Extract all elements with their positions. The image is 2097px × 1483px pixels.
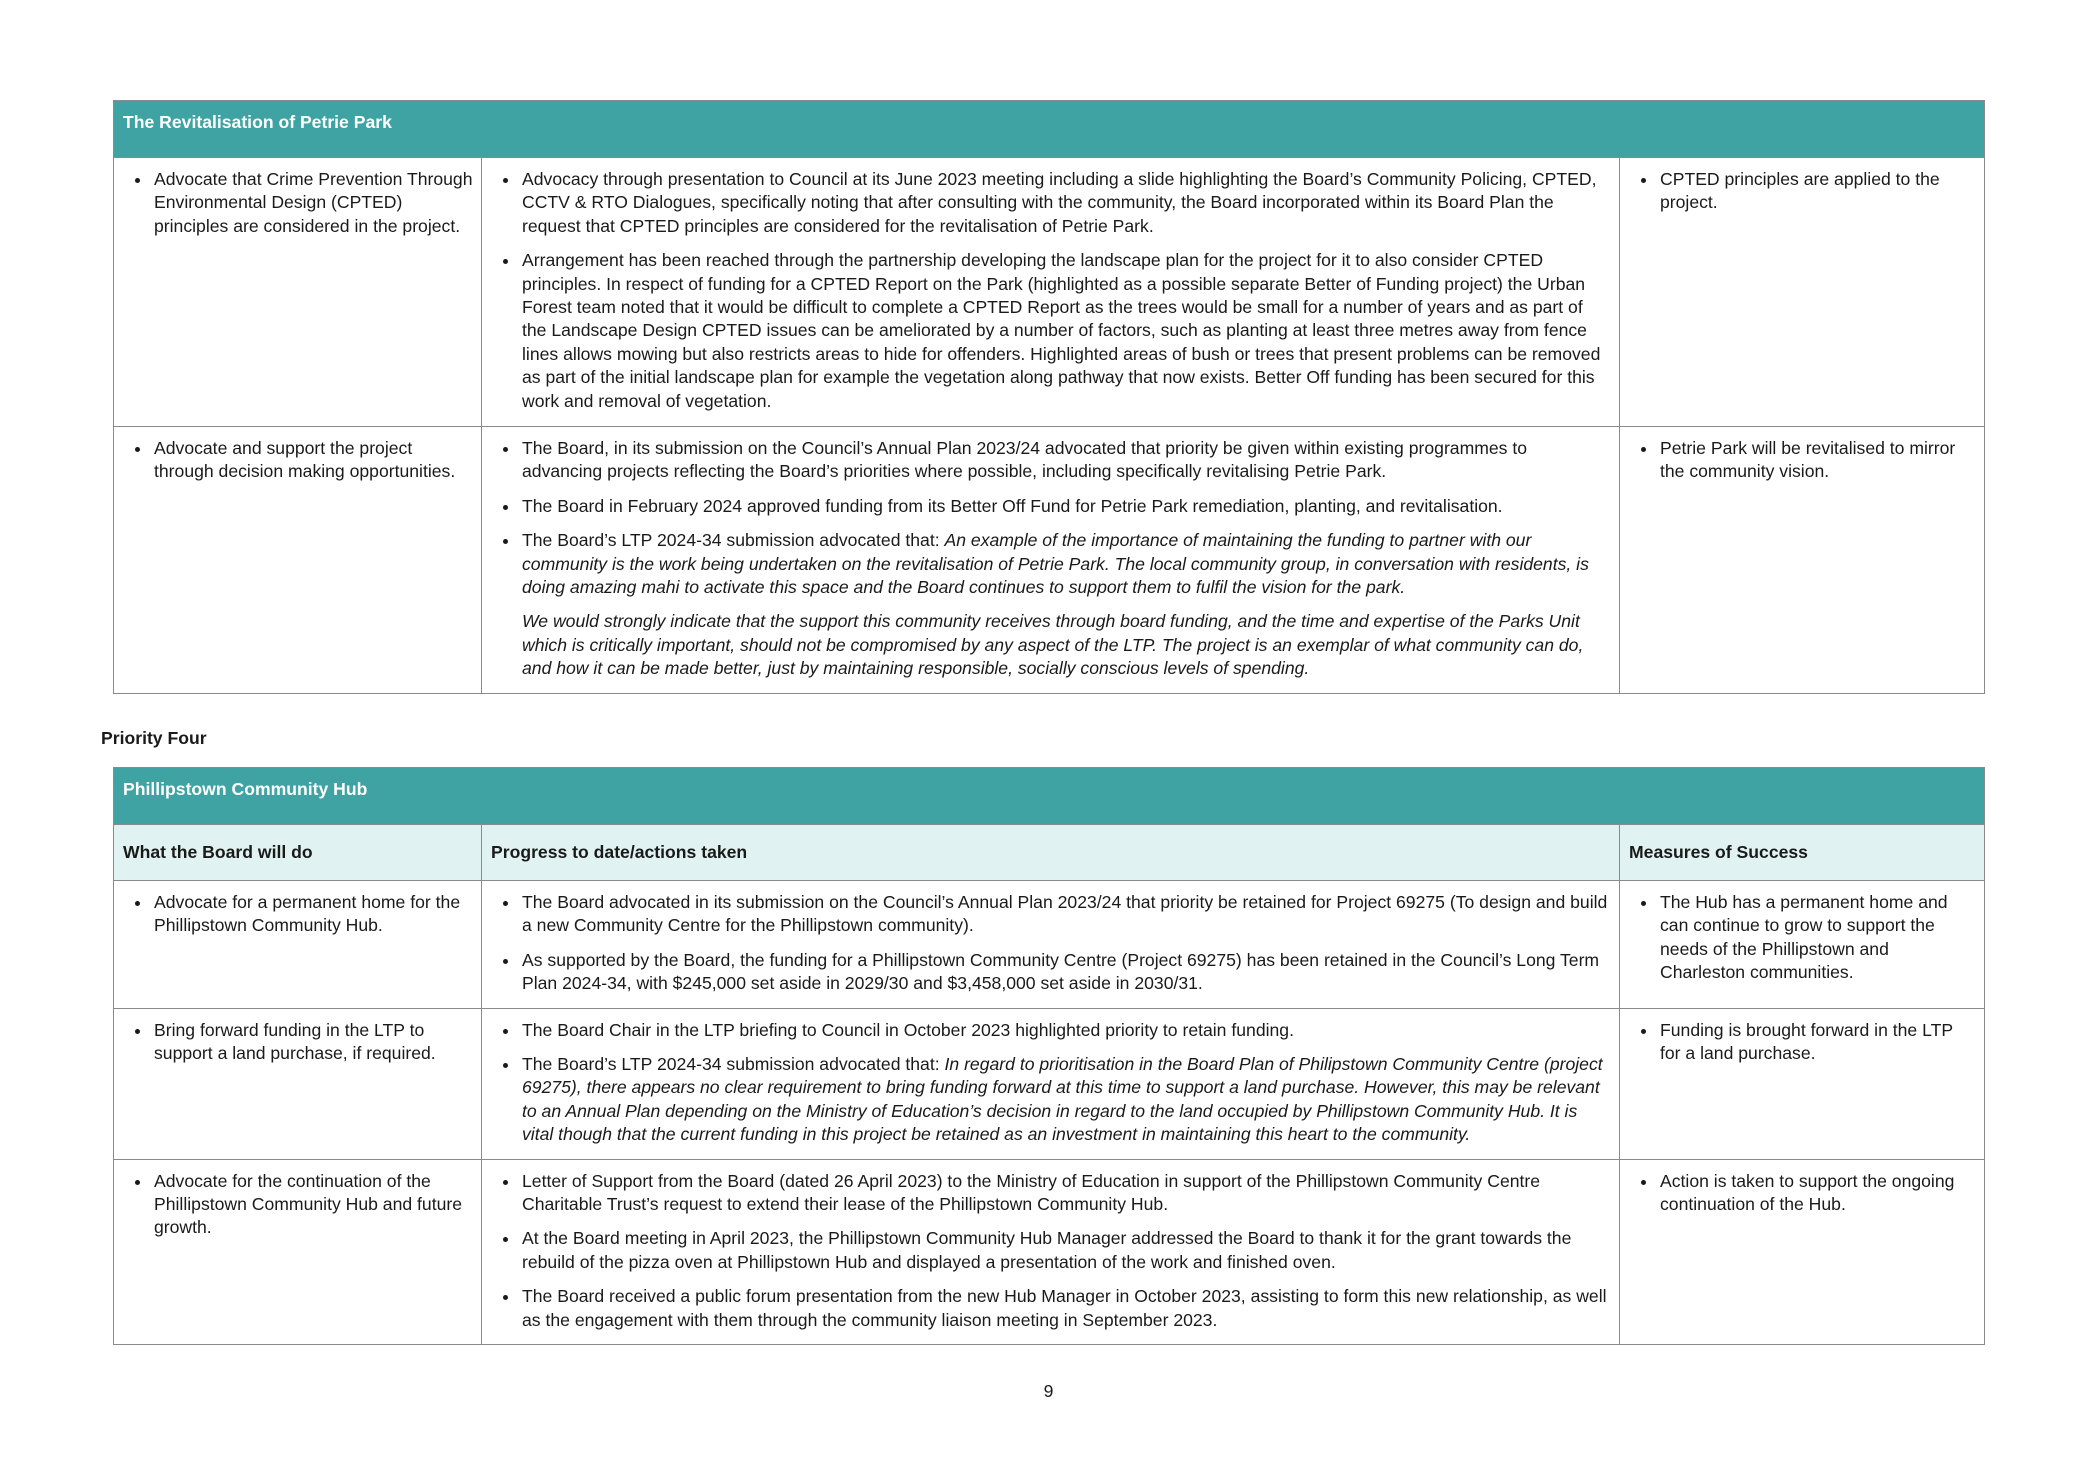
list-item: • Advocate and support the project through decision making opportunities.: [152, 437, 473, 484]
measure-cell: [1620, 881, 1985, 1009]
progress-cell: [482, 881, 1620, 1009]
list-item: • Arrangement has been reached through the partnership developing the landscape plan for the project for it to also consider CPTED principles. In respect of funding for a CPTED Report on the Park (highlighted as a possible separate Better of Funding project) the Urban Forest team noted that it would be difficult to complete a CPTED Report as the trees would be small for a number of years and as part of the Landscape Design CPTED issues can be ameliorated by a number of factors, such as planting at least three metres away from fence lines allows mowing but also restricts areas to hide for offenders. Highlighted areas of bush or trees that present problems can be removed as part of the initial landscape plan for example the vegetation along pathway that now exists. Better Off funding has been secured for this work and removal of vegetation.: [520, 249, 1611, 413]
table-row: [114, 1008, 1985, 1159]
list-item: • Advocate for a permanent home for the Phillipstown Community Hub.: [152, 891, 473, 938]
page-number: 9: [1043, 1381, 1054, 1401]
submission-quote: An example of the importance of maintaining the funding to partner with our community is the work being undertaken on the revitalisation of Petrie Park. The local community group, in conversation with residents, is doing amazing mahi to activate this space and the Board continues to support them to fulfil the vision for the park.: [522, 530, 1589, 598]
submission-lead: The Board’s LTP 2024-34 submission advocated that:: [522, 530, 945, 551]
list-item: [520, 529, 1611, 680]
submission-quote-continued: We would strongly indicate that the support this community receives through board funding, and the time and expertise of the Parks Unit which is critically important, should not be compromised by any aspect of the LTP. The project is an exemplar of what community can do, and how it can be made better, just by maintaining responsible, socially conscious levels of spending.: [522, 611, 1584, 679]
column-header-measures: Measures of Success: [1620, 825, 1985, 881]
table-row: [114, 881, 1985, 1009]
list-item: • The Board in February 2024 approved funding from its Better Off Fund for Petrie Park remediation, planting, and revitalisation.: [520, 495, 1611, 518]
list-item: • The Board received a public forum presentation from the new Hub Manager in October 2023, assisting to form this new relationship, as well as the engagement with them through the community liaison meeting in September 2023.: [520, 1285, 1611, 1332]
petrie-park-table: [113, 100, 1985, 694]
list-item: • The Board Chair in the LTP briefing to Council in October 2023 highlighted priority to retain funding.: [520, 1019, 1611, 1042]
list-item: • Funding is brought forward in the LTP for a land purchase.: [1658, 1019, 1976, 1066]
list-item: • Advocate that Crime Prevention Through Environmental Design (CPTED) principles are considered in the project.: [152, 168, 473, 238]
table-row: [114, 427, 1985, 694]
list-item: • The Board, in its submission on the Council’s Annual Plan 2023/24 advocated that priority be given within existing programmes to advancing projects reflecting the Board’s priorities where possible, including specifically revitalising Petrie Park.: [520, 437, 1611, 484]
petrie-park-heading: The Revitalisation of Petrie Park: [114, 101, 1985, 158]
measure-cell: [1620, 427, 1985, 694]
measure-cell: [1620, 1159, 1985, 1344]
list-item: • Advocate for the continuation of the Phillipstown Community Hub and future growth.: [152, 1170, 473, 1240]
list-item: • Letter of Support from the Board (dated 26 April 2023) to the Ministry of Education in support of the Phillipstown Community Centre Charitable Trust’s request to extend their lease of the Phillipstown Community Hub.: [520, 1170, 1611, 1217]
list-item: • As supported by the Board, the funding for a Phillipstown Community Centre (Project 69275) has been retained in the Council’s Long Term Plan 2024-34, with $245,000 set aside in 2029/30 and $3,458,000 set aside in 2030/31.: [520, 949, 1611, 996]
list-item: • Bring forward funding in the LTP to support a land purchase, if required.: [152, 1019, 473, 1066]
list-item: • Petrie Park will be revitalised to mirror the community vision.: [1658, 437, 1976, 484]
list-item: • CPTED principles are applied to the project.: [1658, 168, 1976, 215]
column-header-progress: Progress to date/actions taken: [482, 825, 1620, 881]
board-action-cell: [114, 1159, 482, 1344]
progress-cell: [482, 1008, 1620, 1159]
phillipstown-hub-table: [113, 767, 1985, 1345]
board-action-cell: [114, 158, 482, 427]
submission-quote: In regard to prioritisation in the Board Plan of Philipstown Community Centre (project 69275), there appears no clear requirement to bring funding forward at this time to support a land purchase. However, this may be relevant to an Annual Plan depending on the Ministry of Education’s decision in regard to the land occupied by Phillipstown Community Hub. It is vital though that the current funding in this project be retained as an investment in maintaining this heart to the community.: [522, 1054, 1603, 1145]
column-header-board: What the Board will do: [114, 825, 482, 881]
list-item: • Action is taken to support the ongoing continuation of the Hub.: [1658, 1170, 1976, 1217]
priority-heading: Priority Four: [101, 728, 207, 748]
table-row: [114, 1159, 1985, 1344]
board-action-cell: [114, 1008, 482, 1159]
column-header-row: [114, 825, 1985, 881]
list-item: • Advocacy through presentation to Council at its June 2023 meeting including a slide highlighting the Board’s Community Policing, CPTED, CCTV & RTO Dialogues, specifically noting that after consulting with the community, the Board incorporated within its Board Plan the request that CPTED principles are considered for the revitalisation of Petrie Park.: [520, 168, 1611, 238]
progress-cell: [482, 427, 1620, 694]
list-item: [520, 1053, 1611, 1147]
list-item: • The Board advocated in its submission on the Council’s Annual Plan 2023/24 that priority be retained for Project 69275 (To design and build a new Community Centre for the Phillipstown community).: [520, 891, 1611, 938]
progress-cell: [482, 1159, 1620, 1344]
measure-cell: [1620, 158, 1985, 427]
submission-lead: The Board’s LTP 2024-34 submission advocated that:: [522, 1054, 945, 1075]
table-row: [114, 158, 1985, 427]
measure-cell: [1620, 1008, 1985, 1159]
progress-cell: [482, 158, 1620, 427]
board-action-cell: [114, 881, 482, 1009]
list-item: • The Hub has a permanent home and can continue to grow to support the needs of the Phillipstown and Charleston communities.: [1658, 891, 1976, 985]
board-action-cell: [114, 427, 482, 694]
list-item: • At the Board meeting in April 2023, the Phillipstown Community Hub Manager addressed the Board to thank it for the grant towards the rebuild of the pizza oven at Phillipstown Hub and displayed a presentation of the work and finished oven.: [520, 1227, 1611, 1274]
phillipstown-hub-heading: Phillipstown Community Hub: [114, 768, 1985, 825]
